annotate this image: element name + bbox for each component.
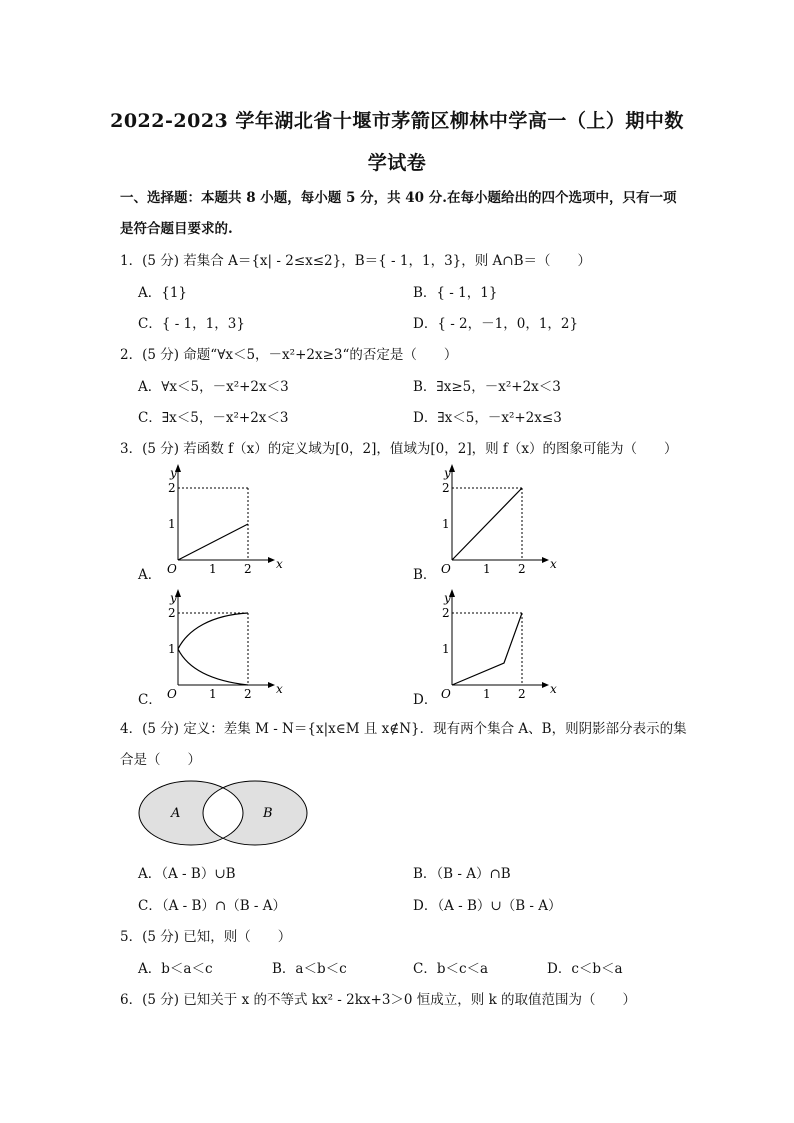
q5-option-c: C．b＜c＜a <box>413 961 489 977</box>
section-heading-line1: 一、选择题：本题共 8 小题，每小题 5 分，共 40 分.在每小题给出的四个选项中，只有一项 <box>120 190 677 206</box>
x-axis-label: x <box>276 682 283 696</box>
x-axis-label: x <box>550 557 557 571</box>
q4-stem-line1: 4．(5 分) 定义：差集 M - N＝{x|x∈M 且 x∉N}．现有两个集合 A、B，则阴影部分表示的集 <box>120 721 687 737</box>
venn-label-a: A <box>171 806 181 821</box>
venn-label-b: B <box>263 806 273 821</box>
graph-b-curve <box>452 488 522 560</box>
y-tick-2: 2 <box>442 481 450 495</box>
y-axis-label: y <box>444 591 451 605</box>
x-tick-1: 1 <box>483 687 491 701</box>
y-tick-1: 1 <box>442 517 450 531</box>
q5-option-a: A．b＜a＜c <box>138 961 213 977</box>
q1-stem: 1．(5 分) 若集合 A＝{x| - 2≤x≤2}，B＝{ - 1，1，3}，则 A∩B＝（ ） <box>120 253 592 269</box>
q3-option-b-label: B． <box>413 567 437 583</box>
q4-option-d: D．（A - B）∪（B - A） <box>413 898 562 914</box>
origin-label: O <box>441 687 451 701</box>
section-heading-line2: 是符合题目要求的. <box>120 221 233 237</box>
q2-stem: 2．(5 分) 命题“∀x＜5，－x²+2x≥3“的否定是（ ） <box>120 347 458 363</box>
x-axis-arrow <box>268 557 275 563</box>
x-tick-2: 2 <box>244 562 252 576</box>
y-tick-1: 1 <box>168 517 176 531</box>
y-axis-label: y <box>170 466 177 480</box>
y-axis-label: y <box>444 466 451 480</box>
y-tick-2: 2 <box>168 481 176 495</box>
y-axis-label: y <box>170 591 177 605</box>
q3-graph-d <box>424 585 557 710</box>
q4-option-c: C．（A - B）∩（B - A） <box>138 898 287 914</box>
q3-option-d-label: D． <box>413 692 438 708</box>
q3-option-a-label: A． <box>138 567 162 583</box>
q2-option-a: A．∀x＜5，－x²+2x＜3 <box>138 379 289 395</box>
q5-option-d: D．c＜b＜a <box>547 961 623 977</box>
exam-title-line1: 2022-2023 学年湖北省十堰市茅箭区柳林中学高一（上）期中数 <box>110 110 684 132</box>
q1-option-d: D．{ - 2，－1，0，1，2} <box>413 316 579 332</box>
origin-label: O <box>167 687 177 701</box>
graph-c-curve <box>178 613 248 685</box>
q3-graph-c <box>150 585 283 710</box>
exam-title-line2: 学试卷 <box>367 152 427 174</box>
x-axis-arrow <box>268 682 275 688</box>
q3-option-c-label: C． <box>138 692 162 708</box>
x-tick-2: 2 <box>244 687 252 701</box>
y-tick-1: 1 <box>168 642 176 656</box>
q4-option-b: B．（B - A）∩B <box>413 866 511 882</box>
origin-label: O <box>441 562 451 576</box>
q4-venn-diagram <box>135 778 320 848</box>
y-tick-2: 2 <box>442 606 450 620</box>
x-tick-1: 1 <box>483 562 491 576</box>
q1-option-b: B．{ - 1，1} <box>413 285 498 301</box>
q5-stem: 5．(5 分) 已知，则（ ） <box>120 929 292 945</box>
y-tick-1: 1 <box>442 642 450 656</box>
q3-graph-a <box>150 460 283 585</box>
q1-option-c: C．{ - 1，1，3} <box>138 316 245 332</box>
x-tick-2: 2 <box>518 562 526 576</box>
origin-label: O <box>167 562 177 576</box>
q6-stem: 6．(5 分) 已知关于 x 的不等式 kx² - 2kx+3＞0 恒成立，则 k 的取值范围为（ ） <box>120 992 637 1008</box>
x-axis-arrow <box>542 557 549 563</box>
q2-option-b: B．∃x≥5，－x²+2x＜3 <box>413 379 561 395</box>
q2-option-c: C．∃x＜5，－x²+2x＜3 <box>138 410 289 426</box>
q3-stem: 3．(5 分) 若函数 f（x）的定义域为[0，2]，值域为[0，2]，则 f（x）的图象可能为（ ） <box>120 441 678 457</box>
q4-option-a: A．（A - B）∪B <box>138 866 236 882</box>
q1-option-a: A．{1} <box>138 285 188 301</box>
graph-d-curve <box>452 613 522 685</box>
y-tick-2: 2 <box>168 606 176 620</box>
x-tick-2: 2 <box>518 687 526 701</box>
q2-option-d: D．∃x＜5，－x²+2x≤3 <box>413 410 562 426</box>
x-axis-label: x <box>550 682 557 696</box>
graph-a-curve <box>178 524 248 560</box>
q3-graph-b <box>424 460 557 585</box>
x-tick-1: 1 <box>209 562 217 576</box>
q5-option-b: B．a＜b＜c <box>272 961 347 977</box>
x-axis-label: x <box>276 557 283 571</box>
q4-stem-line2: 合是（ ） <box>120 752 201 768</box>
x-axis-arrow <box>542 682 549 688</box>
x-tick-1: 1 <box>209 687 217 701</box>
